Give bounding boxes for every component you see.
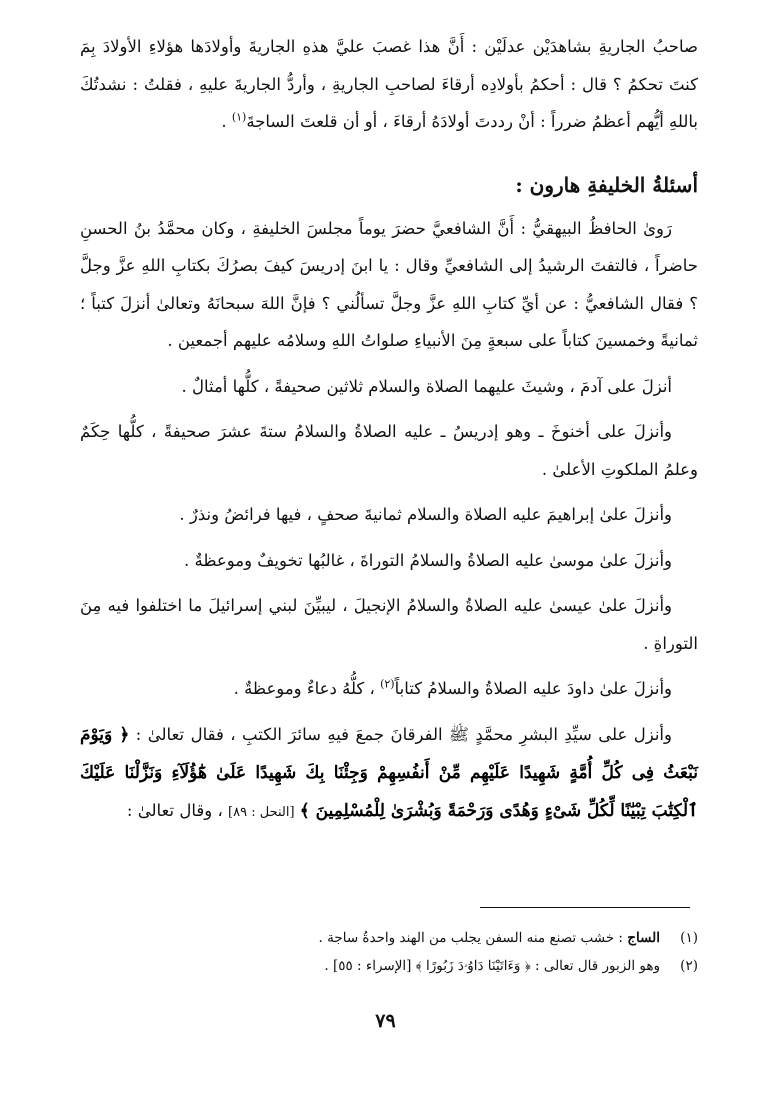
footnote-text: : خشب تصنع منه السفن يجلب من الهند واحدةُ ساجة . bbox=[318, 930, 628, 946]
paragraph-1: رَوىٰ الحافظُ البيهقيُّ : أَنَّ الشافعيَّ حضرَ يوماً مجلسَ الخليفةِ ، وكان محمَّدُ بنُ الحسنِ حاضراً ، فالتفتَ الرشيدُ إلى الشافعيِّ وقال : يا ابنَ إدريسَ كيفَ بصرُكَ بكتابِ اللهِ عزَّ وجلَّ ؟ فقال الشافعيُّ : عن أيِّ كتابِ اللهِ عزَّ وجلَّ تسألُني ؟ فإنَّ اللهَ سبحانَهُ وتعالىٰ أنزلَ كتباً ؛ ثمانيةً وخمسينَ كتاباً على سبعةٍ مِنَ الأنبياءِ صلواتُ اللهِ وسلامُه عليهم أجمعين . bbox=[80, 218, 698, 350]
paragraph-6: وأنزلَ علىٰ عيسىٰ عليه الصلاةُ والسلامُ الإنجيلَ ، ليبيِّنَ لبني إسرائيلَ ما اختلفوا فيه مِنَ التوراةِ . bbox=[80, 596, 698, 653]
paragraph-2: أنزلَ على آدمَ ، وشيثَ عليهما الصلاة والسلام ثلاثين صحيفةً ، كلُّها أمثالٌ . bbox=[181, 376, 672, 396]
intro-line-1: صاحبُ الجاريةِ بشاهدَيْن عدلَيْن : أَنَّ هذا غصبَ عليَّ هذهِ الجاريةَ وأولادَها هؤلاءِ bbox=[148, 37, 699, 56]
intro-paragraph bbox=[80, 28, 698, 141]
paragraph-8-text: وأنزل على سيِّدِ البشرِ محمَّدٍ ﷺ الفرقانَ جمعَ فيهِ سائرَ الكتبِ ، فقال تعالىٰ : bbox=[135, 724, 672, 744]
intro-line-3: عليهِ ، فقلتُ : نشدتُكَ باللهِ أيُّهم أعظمُ ضرراً : أنْ رددتَ أولادَهُ أرقاءَ ، أو أن قلعتَ bbox=[80, 74, 698, 131]
paragraph-5: وأنزلَ علىٰ موسىٰ عليه الصلاةُ والسلامُ التوراةَ ، غالبُها تخويفٌ وموعظةٌ . bbox=[183, 550, 672, 570]
paragraph-7-end: ، كلُّهُ دعاءٌ وموعظةٌ . bbox=[233, 679, 381, 698]
intro-end: . bbox=[221, 112, 232, 131]
paragraph-7-text: وأنزلَ علىٰ داودَ عليه الصلاةُ والسلامُ كتاباً bbox=[394, 679, 672, 698]
intro-last-line: الساجةَ bbox=[246, 112, 295, 131]
footnote-number: (١) bbox=[680, 930, 698, 946]
footnotes bbox=[80, 924, 698, 980]
paragraph-7 bbox=[80, 670, 698, 708]
quran-verse: ﴿ وَيَوْمَ نَبْعَثُ فِى كُلِّ أُمَّةٍ شَهِيدًا عَلَيْهِم مِّنْ أَنفُسِهِمْ وَجِئْنَا بِكَ شَهِيدًا عَلَىٰ هَٰٓؤُلَآءِ وَنَزَّلْنَا عَلَيْكَ ٱلْكِتَٰبَ تِبْيَٰنًا لِّكُلِّ شَىْءٍ وَهُدًى وَرَحْمَةً وَبُشْرَىٰ لِلْمُسْلِمِينَ ﴾ bbox=[80, 724, 698, 821]
footnote-number: (٢) bbox=[680, 958, 698, 974]
paragraph-8-end: ، وقال تعالىٰ : bbox=[126, 800, 229, 820]
footnote-ref-2[interactable]: (٢) bbox=[380, 677, 395, 691]
page-number: ٧٩ bbox=[375, 1010, 396, 1032]
paragraph-3: وأنزلَ على أخنوخَ ـ وهو إدريسُ ـ عليه الصلاةُ والسلامُ ستةَ عشرَ صحيفةً ، كلُّها حِكَمٌ وعلمُ الملكوتِ الأعلىٰ . bbox=[80, 422, 698, 479]
intro-line-2: الأولادَ بِمَ كنتَ تحكمُ ؟ قال : أحكمُ بأولادِه أرقاءَ لصاحبِ الجاريةِ ، وأردُّ الجاريةَ bbox=[80, 37, 699, 94]
footnote-text: وهو الزبور قال تعالى : ﴿ وَءَاتَيْنَا دَاوُۥدَ زَبُورًا ﴾ [الإسراء : ٥٥] . bbox=[324, 958, 660, 974]
footnote-term: الساج bbox=[627, 930, 660, 946]
footnote-ref-1[interactable]: (١) bbox=[231, 110, 247, 124]
footnote-divider bbox=[480, 907, 690, 908]
page-body bbox=[80, 28, 698, 831]
verse-reference: [النحل : ٨٩] bbox=[228, 804, 295, 820]
paragraph-8 bbox=[80, 716, 698, 832]
footnote-1 bbox=[80, 924, 698, 952]
footnote-2 bbox=[80, 952, 698, 980]
section-heading: أسئلةُ الخليفةِ هارون : bbox=[515, 172, 698, 197]
paragraph-4: وأنزلَ علىٰ إبراهيمَ عليه الصلاة والسلام ثمانيةَ صحفٍ ، فيها فرائضُ ونذرٌ . bbox=[179, 505, 672, 524]
